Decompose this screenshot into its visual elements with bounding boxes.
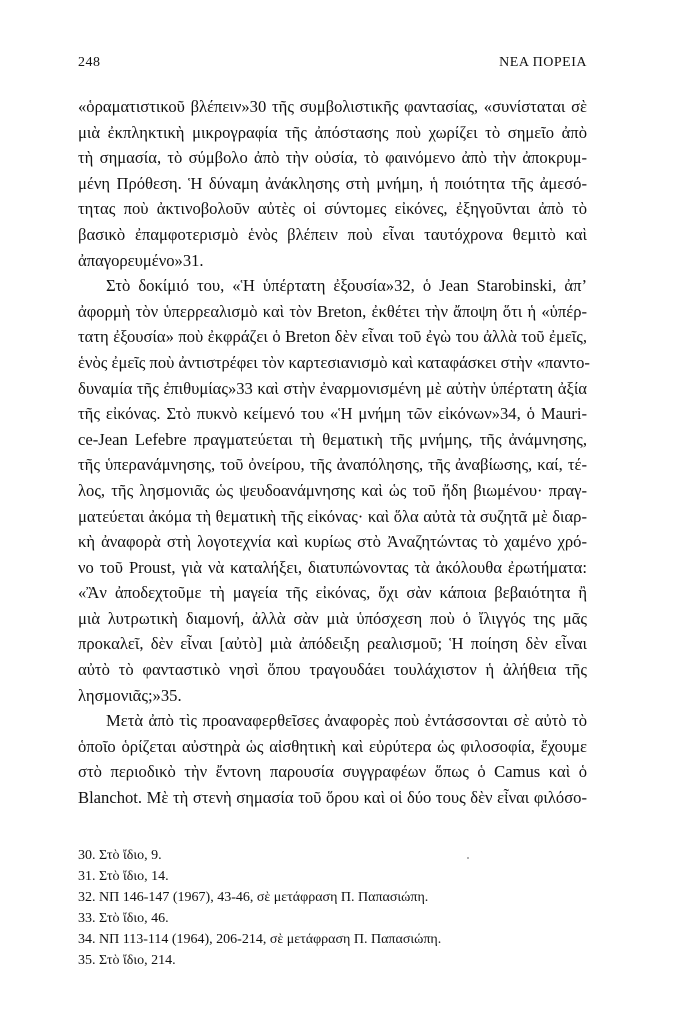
- text-line: Μετὰ ἀπὸ τὶς προαναφερθεῖσες ἀναφορὲς ποὺ ἐντάσσονται σὲ αὐτὸ τὸ: [106, 711, 587, 731]
- page-number: 248: [78, 55, 101, 70]
- text-line: βασικὸ ἐπαμφοτερισμὸ ἑνὸς βλέπειν ποὺ εἶναι ταυτόχρονα θεμιτὸ καὶ: [78, 224, 587, 244]
- text-line: «ὁραματιστικοῦ βλέπειν»30 τῆς συμβολιστικῆς φαντασίας, «συνίσταται σὲ: [78, 97, 587, 116]
- footnote: 35. Στὸ ἴδιο, 214.: [78, 953, 176, 968]
- text-line: τῆς ὑπερανάμνησης, τοῦ ὀνείρου, τῆς ἀναπόλησης, τῆς ἀναβίωσης, καί, τέ-: [78, 455, 587, 475]
- text-line: στὸ περιοδικὸ τὴν ἔντονη παρουσία συγγραφέων ὅπως ὁ Camus καὶ ὁ: [78, 762, 587, 782]
- body-text: [78, 94, 590, 811]
- text-line: αὐτὸ τὸ φανταστικὸ νησὶ ὅπου τραγουδάει τουλάχιστον ἡ ἀλήθεια τῆς: [78, 660, 587, 680]
- page-header: [78, 55, 587, 71]
- text-line: μιὰ λυτρωτικὴ διαμονή, ἀλλὰ σὰν μιὰ ὑπόσχεση ποὺ ὁ ἴλιγγός της μᾶς: [78, 608, 587, 628]
- text-line: τατη ἐξουσία» ποὺ ἐκφράζει ὁ Breton δὲν εἶναι τοῦ ἐγὼ του ἀλλὰ τοῦ ἐμεῖς,: [78, 327, 587, 347]
- text-line: ἑνὸς ἐμεῖς ποὺ ἀντιστρέφει τὸν καρτεσιανισμὸ καὶ καταφάσκει στὴν «παντο-: [78, 352, 590, 372]
- text-line: ce-Jean Lefebre πραγματεύεται τὴ θεματικὴ τῆς μνήμης, τῆς ἀνάμνησης,: [78, 429, 587, 449]
- text-line: τῆς εἰκόνας. Στὸ πυκνὸ κείμενό του «Ἡ μνήμη τῶν εἰκόνων»34, ὁ Mauri-: [78, 404, 587, 424]
- footnote: 30. Στὸ ἴδιο, 9.: [78, 848, 162, 863]
- text-line: λησμονιᾶς;»35.: [78, 685, 182, 705]
- footnote: 31. Στὸ ἴδιο, 14.: [78, 869, 169, 884]
- text-line: Στὸ δοκίμιό του, «Ἡ ὑπέρτατη ἐξουσία»32, ὁ Jean Starobinski, ἀπ’: [106, 276, 587, 296]
- footnotes: [78, 845, 587, 971]
- text-line: ἀπαγορευμένο»31.: [78, 250, 204, 270]
- text-line: ὁποῖο ὁρίζεται αὐστηρὰ ὡς αἰσθητικὴ καὶ εὐρύτερα ὡς φιλοσοφία, ἔχουμε: [78, 736, 587, 756]
- text-line: τὴ σημασία, τὸ σύμβολο ἀπὸ τὴν οὐσία, τὸ φαινόμενο ἀπὸ τὴν ἀποκρυμ-: [78, 148, 587, 168]
- text-line: νο τοῦ Proust, γιὰ νὰ καταλήξει, διατυπώνοντας τὰ ἀκόλουθα ἐρωτήματα:: [78, 557, 587, 577]
- text-line: μένη Πρόθεση. Ἡ δύναμη ἀνάκλησης στὴ μνήμη, ἡ ποιότητα τῆς ἀμεσό-: [78, 173, 587, 193]
- footnote: 34. ΝΠ 113-114 (1964), 206-214, σὲ μετάφραση Π. Παπασιώπη.: [78, 932, 442, 947]
- text-line: δυναμία τῆς ἐπιθυμίας»33 καὶ στὴν ἐναρμονισμένη μὲ αὐτὴν ὑπέρτατη ἀξία: [78, 378, 587, 398]
- running-title: ΝΕΑ ΠΟΡΕΙΑ: [499, 55, 587, 70]
- text-line: προκαλεῖ, δὲν εἶναι [αὐτὸ] μιὰ ἀπόδειξη ρεαλισμοῦ; Ἡ ποίηση δὲν εἶναι: [78, 634, 587, 654]
- text-line: τητας ποὺ ἀκτινοβολοῦν αὐτὲς οἱ σύντομες εἰκόνες, ἐξηγοῦνται ἀπὸ τὸ: [78, 199, 587, 219]
- text-line: ματεύεται ἀκόμα τὴ θεματικὴ τῆς εἰκόνας· καὶ ὅλα αὐτὰ τὰ συζητᾶ μὲ διαρ-: [78, 506, 587, 526]
- text-line: μιὰ ἐκπληκτικὴ μικρογραφία τῆς ἀπόστασης ποὺ χωρίζει τὸ σημεῖο ἀπὸ: [78, 122, 587, 142]
- text-line: Blanchot. Μὲ τὴ στενὴ σημασία τοῦ ὅρου καὶ οἱ δύο τους δὲν εἶναι φιλόσο-: [78, 788, 587, 808]
- text-line: «Ἂν ἀποδεχτοῦμε τὴ μαγεία τῆς εἰκόνας, ὄχι σὰν κάποια βεβαιότητα ἢ: [78, 583, 587, 603]
- text-line: ἀφορμὴ τὸν ὑπερρεαλισμὸ καὶ τὸν Breton, ἐκθέτει τὴν ἄποψη ὅτι ἡ «ὑπέρ-: [78, 301, 587, 321]
- footnote: 33. Στὸ ἴδιο, 46.: [78, 911, 169, 926]
- footnote: 32. ΝΠ 146-147 (1967), 43-46, σὲ μετάφραση Π. Παπασιώπη.: [78, 890, 429, 905]
- text-line: κὴ ἀναφορὰ στὴ λογοτεχνία καὶ κυρίως στὸ Ἀναζητώντας τὸ χαμένο χρό-: [78, 532, 587, 552]
- text-line: λος, τῆς λησμονιᾶς ὡς ψευδοανάμνησης καὶ ὡς τοῦ ἤδη βιωμένου· πραγ-: [78, 480, 587, 500]
